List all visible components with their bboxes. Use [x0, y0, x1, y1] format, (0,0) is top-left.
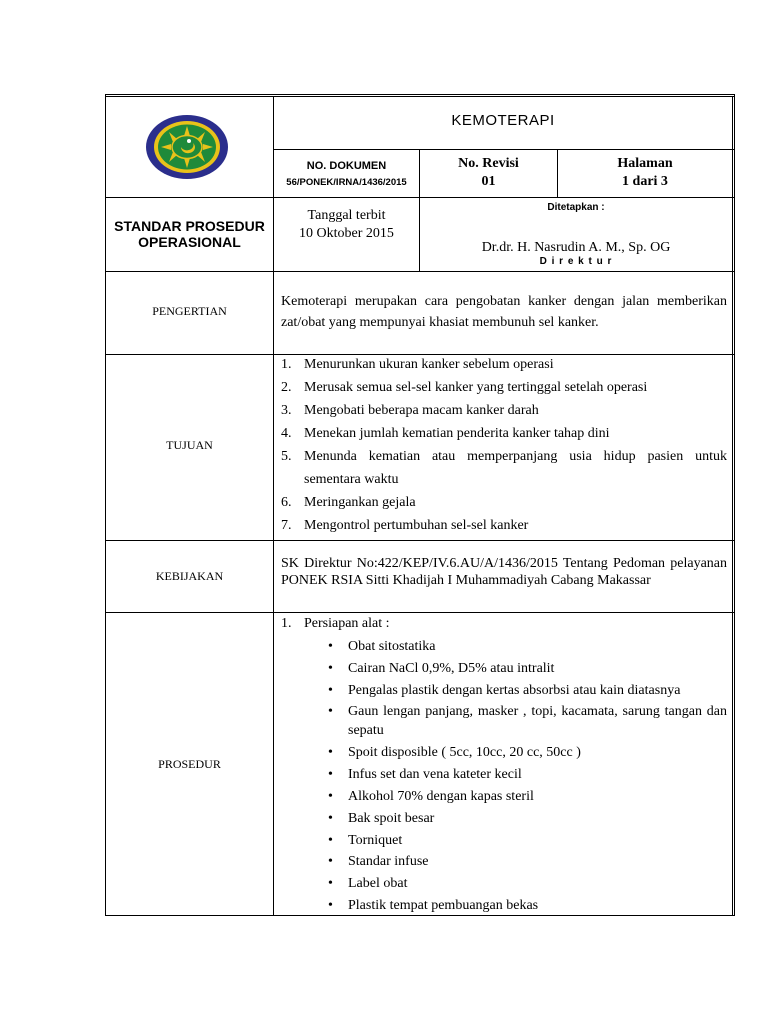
doc-number-label: NO. DOKUMEN — [306, 160, 387, 172]
kebijakan-text: SK Direktur No:422/KEP/IV.6.AU/A/1436/2015 Tentang Pedoman pelayanan PONEK RSIA Sitti Khadijah I Muhammadiyah Cabang Makassar — [281, 556, 727, 588]
list-item: 1. Menurunkan ukuran kanker sebelum operasi — [281, 357, 554, 372]
director-title: D i r e k t u r — [539, 256, 613, 267]
table-border-right — [734, 94, 735, 916]
list-item: 1. Persiapan alat : — [281, 616, 390, 631]
document-title: KEMOTERAPI — [451, 112, 555, 129]
tujuan-label: TUJUAN — [166, 438, 213, 452]
list-item: 5. Menunda kematian atau memperpanjang usia hidup pasien untuk sementara waktu — [281, 449, 727, 487]
section-divider-1 — [105, 271, 734, 272]
sop-title-line1: STANDAR PROSEDUR — [114, 218, 265, 234]
table-border-top — [105, 94, 735, 95]
pengertian-text: Kemoterapi merupakan cara pengobatan kanker dengan jalan memberikan zat/obat yang mempunyai khasiat membunuh sel kanker. — [281, 294, 727, 330]
list-item: • Alkohol 70% dengan kapas steril — [328, 786, 727, 808]
kebijakan-label: KEBIJAKAN — [155, 569, 224, 583]
sop-title-line2: OPERASIONAL — [138, 234, 241, 250]
list-item: • Bak spoit besar — [328, 808, 727, 830]
list-item: • Standar infuse — [328, 851, 727, 873]
list-item: • Plastik tempat pembuangan bekas — [328, 895, 727, 917]
doc-number-value: 56/PONEK/IRNA/1436/2015 — [286, 177, 407, 188]
muhammadiyah-sun-emblem-icon — [145, 114, 229, 180]
list-item: • Torniquet — [328, 830, 727, 852]
prosedur-label: PROSEDUR — [158, 757, 221, 771]
list-item: • Infus set dan vena kateter kecil — [328, 764, 727, 786]
tujuan-list — [281, 353, 727, 537]
prosedur-content — [281, 614, 727, 917]
list-item: • Obat sitostatika — [328, 636, 727, 658]
list-item: • Label obat — [328, 873, 727, 895]
section-divider-3 — [105, 540, 734, 541]
table-border-right-shadow — [732, 96, 733, 916]
list-item: 6. Meringankan gejala — [281, 495, 416, 510]
page-value: 1 dari 3 — [622, 174, 668, 189]
list-item: 3. Mengobati beberapa macam kanker darah — [281, 403, 539, 418]
section-divider-4 — [105, 612, 734, 613]
pengertian-label: PENGERTIAN — [152, 304, 227, 318]
equipment-list — [328, 636, 727, 917]
title-row-divider — [273, 149, 734, 150]
issue-date-value: 10 Oktober 2015 — [299, 226, 394, 241]
list-item: 2. Merusak semua sel-sel kanker yang tertinggal setelah operasi — [281, 380, 648, 395]
approved-label: Ditetapkan : — [547, 202, 605, 213]
list-item: • Spoit disposible ( 5cc, 10cc, 20 cc, 50cc ) — [328, 742, 727, 764]
table-border-top-shadow — [106, 96, 735, 97]
revision-label: No. Revisi — [458, 156, 519, 171]
list-item: • Cairan NaCl 0,9%, D5% atau intralit — [328, 658, 727, 680]
revision-value: 01 — [481, 174, 496, 189]
list-item: 4. Menekan jumlah kematian penderita kanker tahap dini — [281, 426, 610, 441]
list-item: 7. Mengontrol pertumbuhan sel-sel kanker — [281, 518, 529, 533]
director-name: Dr.dr. H. Nasrudin A. M., Sp. OG — [481, 240, 671, 255]
list-item: • Gaun lengan panjang, masker , topi, kacamata, sarung tangan dan sepatu — [328, 702, 727, 740]
page-label: Halaman — [617, 156, 673, 171]
hospital-logo — [145, 114, 229, 180]
issue-date-label: Tanggal terbit — [307, 208, 386, 223]
list-item: • Pengalas plastik dengan kertas absorbsi atau kain diatasnya — [328, 680, 727, 702]
